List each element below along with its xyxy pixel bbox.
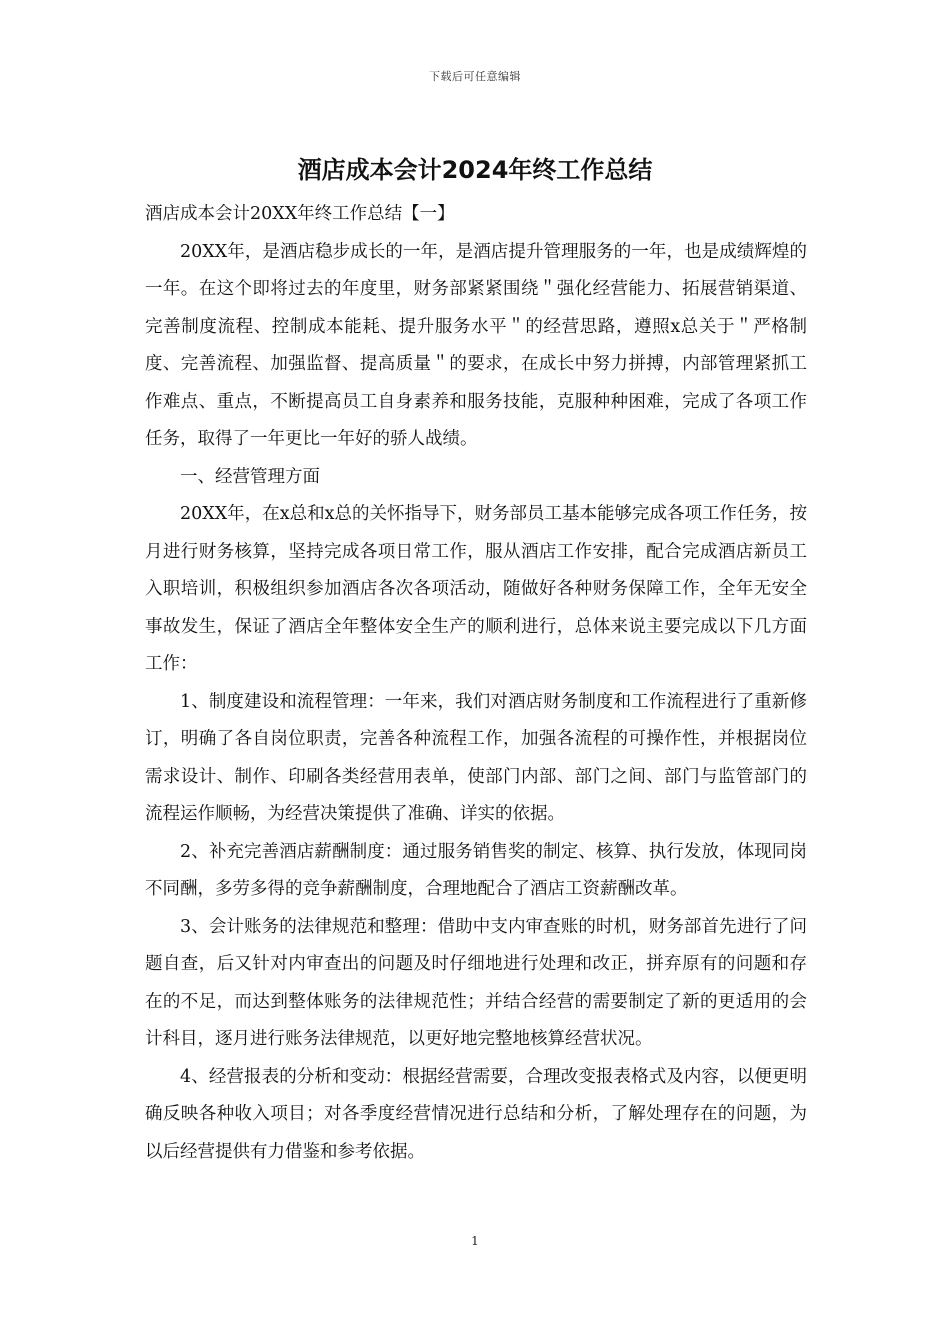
paragraph-operations-summary: 20XX年，在x总和x总的关怀指导下，财务部员工基本能够完成各项工作任务，按月进行财务核算，坚持完成各项日常工作，服从酒店工作安排，配合完成酒店新员工入职培训，积极组织参加酒店各次各项活动，随做好各种财务保障工作，全年无安全事故发生，保证了酒店全年整体安全生产的顺利进行，总体来说主要完成以下几方面工作： — [145, 504, 807, 674]
section-heading-operations: 一、经营管理方面 — [180, 466, 320, 487]
paragraph-item-3: 3、会计账务的法律规范和整理：借助中支内审查账的时机，财务部首先进行了问题自查，后又针对内审查出的问题及时仔细地进行处理和改正，拼弃原有的问题和存在的不足，而达到整体账务的法律规范性；并结合经营的需要制定了新的更适用的会计科目，逐月进行账务法律规范，以更好地完整地核算经营状况。 — [145, 916, 807, 1049]
paragraph-item-2: 2、补充完善酒店薪酬制度：通过服务销售奖的制定、核算、执行发放，体现同岗不同酬，多劳多得的竞争薪酬制度，合理地配合了酒店工资薪酬改革。 — [145, 841, 807, 899]
header-note: 下载后可任意编辑 — [429, 70, 521, 83]
paragraph-intro: 20XX年，是酒店稳步成长的一年，是酒店提升管理服务的一年，也是成绩辉煌的一年。在这个即将过去的年度里，财务部紧紧围绕＂强化经营能力、拓展营销渠道、完善制度流程、控制成本能耗、提升服务水平＂的经营思路，遵照x总关于＂严格制度、完善流程、加强监督、提高质量＂的要求，在成长中努力拼搏，内部管理紧抓工作难点、重点，不断提高员工自身素养和服务技能，克服种种困难，完成了各项工作任务，取得了一年更比一年好的骄人战绩。 — [145, 241, 807, 449]
page-number: 1 — [471, 1234, 479, 1248]
paragraph-item-4: 4、经营报表的分析和变动：根据经营需要，合理改变报表格式及内容，以便更明确反映各种收入项目；对各季度经营情况进行总结和分析，了解处理存在的问题，为以后经营提供有力借鉴和参考依据。 — [145, 1066, 807, 1162]
document-body — [145, 196, 807, 1171]
document-title: 酒店成本会计2024年终工作总结 — [297, 156, 653, 184]
paragraph-item-1: 1、制度建设和流程管理：一年来，我们对酒店财务制度和工作流程进行了重新修订，明确了各自岗位职责，完善各种流程工作，加强各流程的可操作性，并根据岗位需求设计、制作、印刷各类经营用表单，使部门内部、部门之间、部门与监管部门的流程运作顺畅，为经营决策提供了准确、详实的依据。 — [145, 691, 807, 824]
document-subtitle: 酒店成本会计20XX年终工作总结【一】 — [145, 204, 455, 224]
